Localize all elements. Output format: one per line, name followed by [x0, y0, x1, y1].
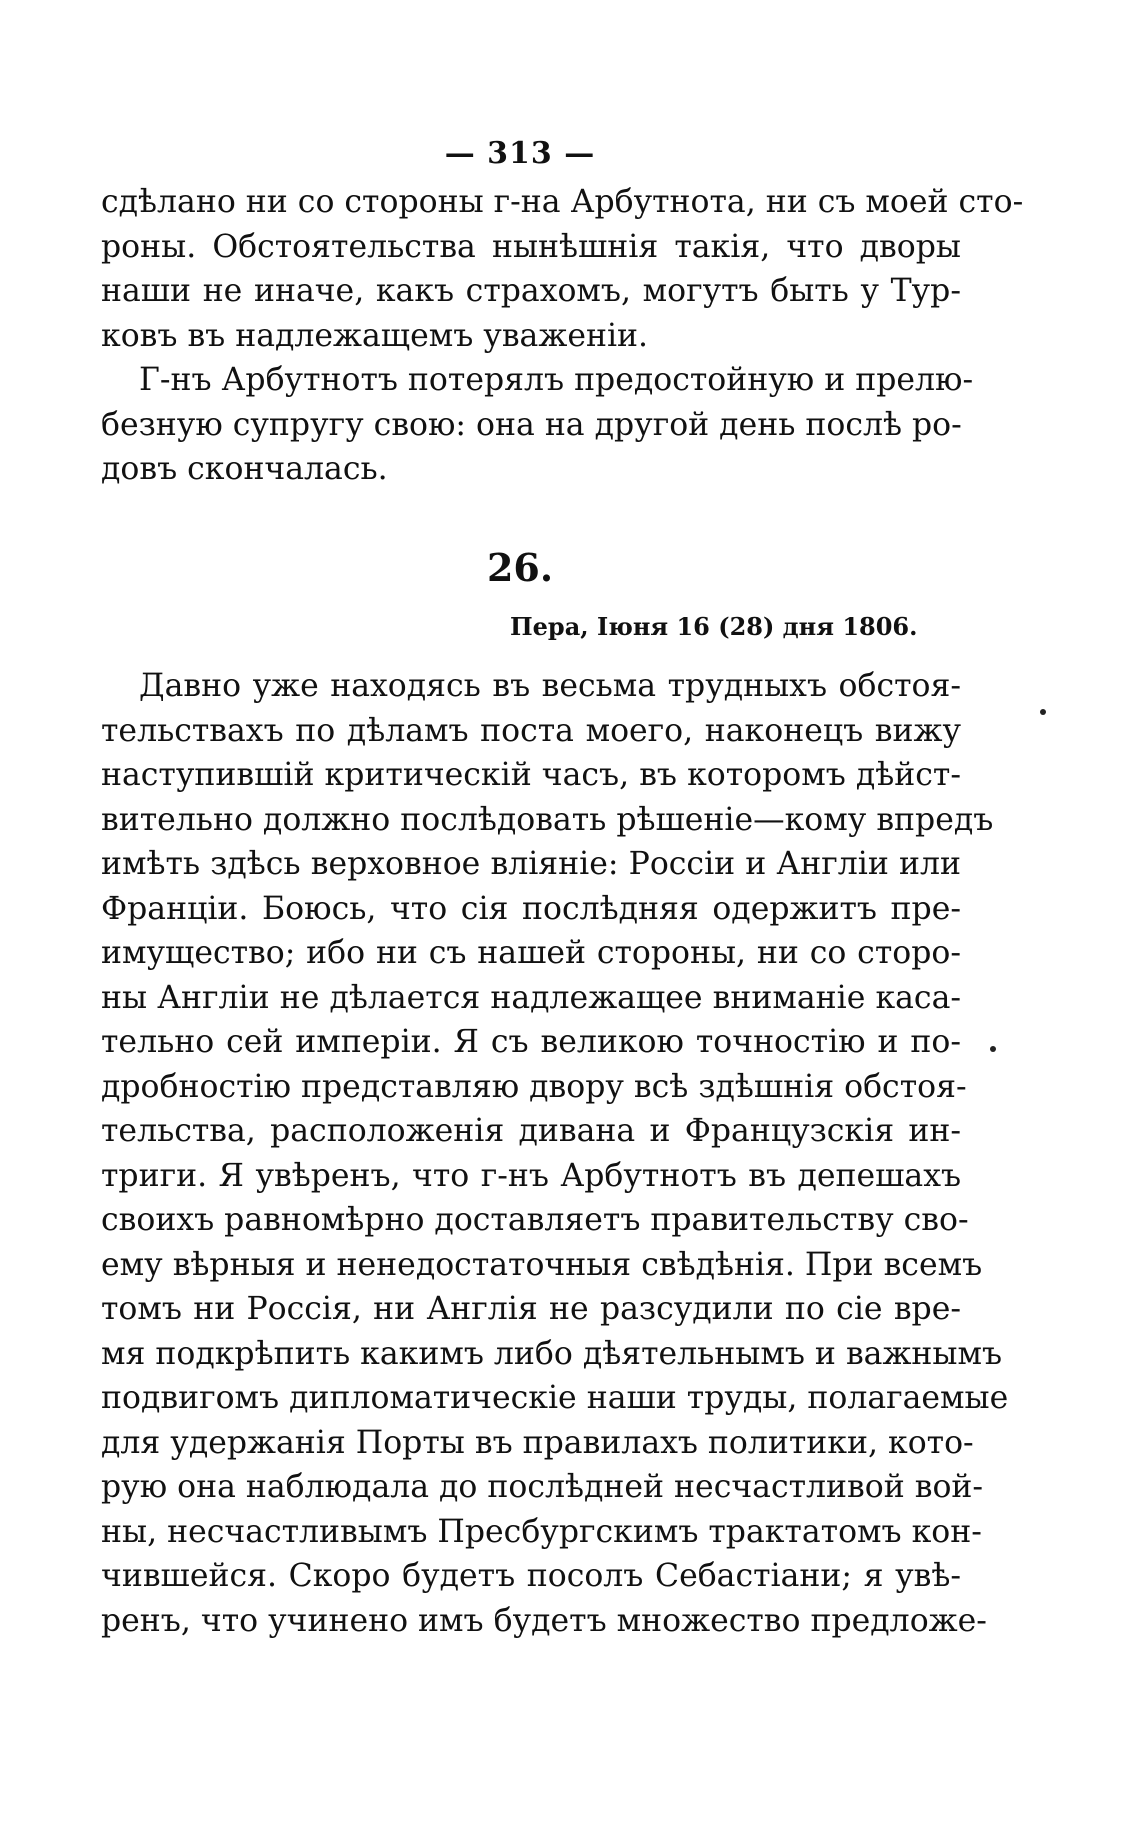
text-line: роны. Обстоятельства нынѣшнія такія, что дворы	[101, 228, 961, 265]
text-line: Давно уже находясь въ весьма трудныхъ обстоя-	[139, 668, 961, 704]
text-line: наши не иначе, какъ страхомъ, могутъ быть у Тур-	[101, 273, 961, 309]
text-line: наступившій критическій часъ, въ которомъ дѣйст-	[101, 757, 961, 793]
text-line: чившейся. Скоро будетъ посолъ Себастіани; я увѣ-	[101, 1558, 961, 1594]
text-line: ему вѣрныя и ненедостаточныя свѣдѣнія. При всемъ	[101, 1246, 983, 1283]
text-line: рую она наблюдала до послѣдней несчастливой вой-	[101, 1469, 984, 1505]
text-line: ны Англіи не дѣлается надлежащее вниманіе каса-	[101, 979, 961, 1016]
text-line: тельствахъ по дѣламъ поста моего, наконецъ вижу	[101, 712, 961, 749]
text-line: томъ ни Россія, ни Англія не разсудили по сіе вре-	[101, 1291, 961, 1327]
text-line: имущество; ибо ни съ нашей стороны, ни со сторо-	[101, 935, 961, 971]
text-line: довъ скончалась.	[101, 451, 388, 487]
text-line: для удержанія Порты въ правилахъ политики, кото-	[101, 1424, 974, 1461]
text-line: вительно должно послѣдовать рѣшеніе—кому впредъ	[101, 801, 994, 838]
text-line: подвигомъ дипломатическіе наши труды, полагаемые	[101, 1380, 1009, 1416]
text-line: мя подкрѣпить какимъ либо дѣятельнымъ и важнымъ	[101, 1335, 1003, 1372]
text-line: Г-нъ Арбутнотъ потерялъ предостойную и прелю-	[139, 362, 974, 398]
text-line: безную супругу свою: она на другой день послѣ ро-	[101, 406, 962, 443]
letter-body	[101, 664, 1009, 1643]
document-number: 26.	[486, 545, 554, 590]
paragraph	[101, 358, 974, 492]
text-line: дробностію представляю двору всѣ здѣшнія обстоя-	[101, 1068, 967, 1105]
text-line: ренъ, что учинено имъ будетъ множество предложе-	[101, 1602, 987, 1639]
text-line: триги. Я увѣренъ, что г-нъ Арбутнотъ въ депешахъ	[101, 1157, 961, 1194]
page-number: — 313 —	[444, 136, 596, 171]
continued-paragraph	[101, 180, 1024, 358]
text-line: своихъ равномѣрно доставляетъ правительству сво-	[101, 1202, 969, 1238]
text-line: тельства, расположенія дивана и Французскія ин-	[101, 1113, 961, 1149]
text-line: ны, несчастливымъ Пресбургскимъ трактатомъ кон-	[101, 1513, 982, 1550]
text-line: тельно сей имперіи. Я съ великою точностію и по-	[101, 1024, 961, 1060]
text-line: сдѣлано ни со стороны г-на Арбутнота, ни съ моей сто-	[101, 184, 1024, 220]
dateline: Пера, Іюня 16 (28) дня 1806.	[510, 612, 918, 641]
text-line: Франціи. Боюсь, что сія послѣдняя одержитъ пре-	[101, 890, 961, 927]
margin-speck	[1040, 709, 1046, 715]
text-line: ковъ въ надлежащемъ уваженіи.	[101, 317, 649, 354]
margin-speck	[990, 1046, 996, 1052]
text-line: имѣть здѣсь верховное вліяніе: Россіи и Англіи или	[101, 846, 961, 882]
